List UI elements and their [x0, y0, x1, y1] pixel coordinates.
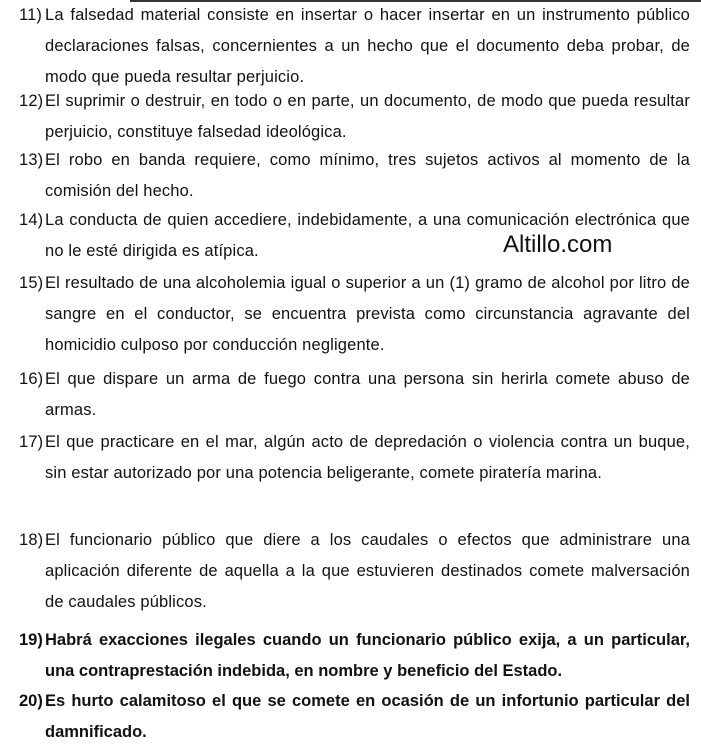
question-number: 18) — [19, 531, 44, 549]
question-text: Es hurto calamitoso el que se comete en ocasión de un infortunio particular del damnificado. — [45, 692, 690, 741]
question-12 — [0, 86, 690, 148]
question-17 — [0, 427, 690, 489]
question-number: 12) — [19, 92, 44, 110]
question-number: 19) — [19, 631, 43, 649]
question-text: La conducta de quien accediere, indebidamente, a una comunicación electrónica que no le esté dirigida es atípica. — [45, 211, 690, 260]
watermark: Altillo.com — [503, 231, 613, 258]
question-18 — [0, 525, 690, 618]
question-number: 15) — [19, 274, 44, 292]
question-16 — [0, 364, 690, 426]
question-number: 13) — [19, 151, 44, 169]
question-19 — [0, 625, 690, 687]
question-text: El robo en banda requiere, como mínimo, tres sujetos activos al momento de la comisión del hecho. — [45, 151, 690, 200]
question-text: El que practicare en el mar, algún acto de depredación o violencia contra un buque, sin estar autorizado por una potencia beligerante, comete piratería marina. — [45, 433, 690, 482]
question-15 — [0, 268, 690, 361]
question-text: Habrá exacciones ilegales cuando un funcionario público exija, a un particular, una contraprestación indebida, en nombre y beneficio del Estado. — [45, 631, 690, 680]
question-number: 16) — [19, 370, 44, 388]
question-11 — [0, 0, 690, 93]
question-number: 20) — [19, 692, 43, 710]
question-text: El funcionario público que diere a los caudales o efectos que administrare una aplicación diferente de aquella a la que estuvieren destinados comete malversación de caudales públicos. — [45, 531, 690, 611]
question-number: 17) — [19, 433, 44, 451]
question-13 — [0, 145, 690, 207]
question-text: El suprimir o destruir, en todo o en parte, un documento, de modo que pueda resultar perjuicio, constituye falsedad ideológica. — [45, 92, 690, 141]
question-20 — [0, 686, 690, 748]
question-text: El resultado de una alcoholemia igual o superior a un (1) gramo de alcohol por litro de sangre en el conductor, se encuentra prevista como circunstancia agravante del homicidio culposo por conducción negligente. — [45, 274, 690, 354]
question-number: 11) — [19, 6, 43, 24]
question-text: La falsedad material consiste en insertar o hacer insertar en un instrumento público declaraciones falsas, concernientes a un hecho que el documento deba probar, de modo que pueda resultar perjuicio. — [45, 6, 690, 86]
question-text: El que dispare un arma de fuego contra una persona sin herirla comete abuso de armas. — [45, 370, 690, 419]
question-number: 14) — [19, 211, 44, 229]
